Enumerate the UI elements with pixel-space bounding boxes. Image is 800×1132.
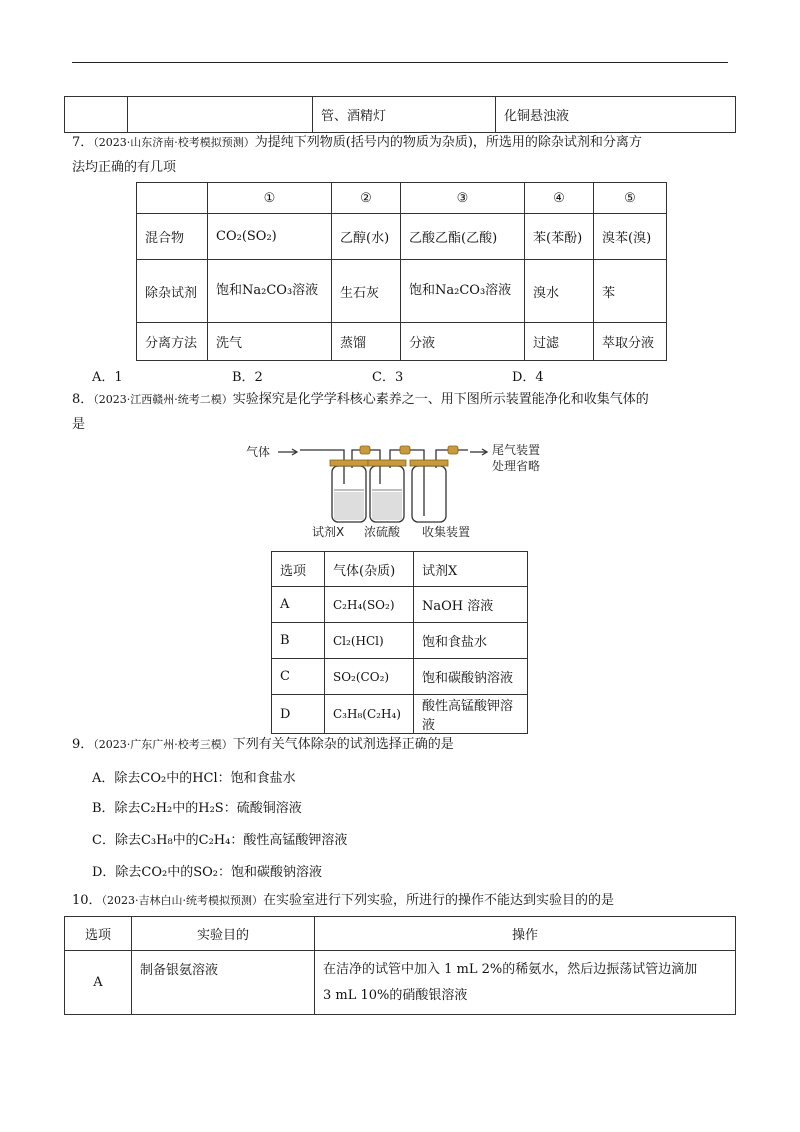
inlet-pipe (300, 450, 344, 484)
collect-label: 收集装置 (422, 525, 471, 539)
q10-operation-line1: 在洁净的试管中加入 1 mL 2%的稀氨水，然后边振荡试管边滴加 (323, 961, 698, 977)
cell: 化铜悬浊液 (496, 97, 736, 133)
q7-cell: 乙酸乙酯(乙酸) (401, 214, 525, 260)
q7-cell: CO₂(SO₂) (208, 214, 332, 260)
q7-option-b: B．2 (232, 370, 263, 385)
q7-cell: 分液 (401, 323, 525, 361)
q8-cell: NaOH 溶液 (414, 587, 528, 623)
q9-option-d: D．除去CO₂中的SO₂：饱和碳酸钠溶液 (92, 865, 323, 880)
apparatus-diagram (240, 432, 580, 544)
q8-cell: 酸性高锰酸钾溶液 (414, 695, 528, 734)
q7-cell: 饱和Na₂CO₃溶液 (208, 260, 332, 323)
q8-cell: A (272, 587, 325, 623)
q9-option-b: B．除去C₂H₂中的H₂S：硫酸铜溶液 (92, 801, 302, 816)
q7-row-label: 混合物 (137, 214, 208, 260)
q7-cell: 苯 (594, 260, 667, 323)
q7-source: （2023·山东济南·校考模拟预测） (93, 136, 255, 149)
q8-cell: B (272, 623, 325, 659)
stopper (410, 460, 448, 466)
q10-header: 实验目的 (132, 917, 315, 951)
q7-cell: 溴苯(溴) (594, 214, 667, 260)
q8-cell: 饱和碳酸钠溶液 (414, 659, 528, 695)
q7-cell: 蒸馏 (332, 323, 401, 361)
q7-stem-line1: 为提纯下列物质(括号内的物质为杂质)，所选用的除杂试剂和分离方 (254, 135, 642, 150)
q9-option-a: A．除去CO₂中的HCl：饱和食盐水 (92, 771, 296, 786)
q9-stem-text: 下列有关气体除杂的试剂选择正确的是 (232, 737, 454, 752)
q9-stem (72, 735, 454, 755)
q7-table (136, 182, 667, 361)
q8-stem-line2: 是 (72, 417, 86, 432)
cell: 管、酒精灯 (313, 97, 496, 133)
q7-cell: 苯(苯酚) (525, 214, 594, 260)
q8-stem (72, 390, 649, 410)
stopper (368, 460, 406, 466)
q9-source: （2023·广东广州·校考三模） (93, 738, 233, 751)
q8-header: 气体(杂质) (325, 552, 414, 587)
q7-cell: 洗气 (208, 323, 332, 361)
hose-joint (360, 446, 370, 454)
q8-cell: Cl₂(HCl) (325, 623, 414, 659)
q10-stem (72, 891, 614, 911)
q7-header: ② (332, 183, 401, 214)
stopper (330, 460, 368, 466)
q10-cell-operation (315, 951, 736, 1015)
hose-joint (400, 446, 410, 454)
cell (128, 97, 313, 133)
q7-number: 7． (72, 135, 94, 150)
q8-cell: D (272, 695, 325, 734)
q7-cell: 生石灰 (332, 260, 401, 323)
q7-cell: 乙醇(水) (332, 214, 401, 260)
q10-number: 10． (72, 893, 102, 908)
q7-cell: 萃取分液 (594, 323, 667, 361)
q7-header: ③ (401, 183, 525, 214)
liquid-acid (372, 492, 402, 520)
q10-cell: 制备银氨溶液 (132, 951, 315, 1015)
q8-table (271, 551, 528, 734)
q8-header: 试剂X (414, 552, 528, 587)
q7-option-d: D．4 (512, 370, 544, 385)
gas-in-label: 气体 (246, 445, 271, 459)
q10-source: （2023·吉林白山·统考模拟预测） (101, 894, 264, 907)
tail-label-2: 处理省略 (492, 459, 541, 473)
tail-label-1: 尾气装置 (492, 443, 541, 457)
q7-header: ④ (525, 183, 594, 214)
q7-cell: 过滤 (525, 323, 594, 361)
bottle-collect (412, 466, 446, 522)
q7-header: ⑤ (594, 183, 667, 214)
q10-stem-text: 在实验室进行下列实验，所进行的操作不能达到实验目的的是 (263, 893, 615, 908)
cell (65, 97, 128, 133)
liquid-reagent-x (334, 492, 364, 520)
q10-header: 选项 (65, 917, 132, 951)
q7-stem-line2: 法均正确的有几项 (72, 160, 177, 175)
q8-source: （2023·江西赣州·统考二模） (93, 393, 233, 406)
q8-header: 选项 (272, 552, 325, 587)
top-continuation-table (64, 96, 736, 133)
q8-number: 8． (72, 392, 94, 407)
q7-stem (72, 133, 642, 153)
q7-header (137, 183, 208, 214)
q10-operation-line2: 3 mL 10%的硝酸银溶液 (323, 987, 468, 1003)
q10-table (64, 916, 736, 1015)
conc-acid-label: 浓硫酸 (364, 525, 401, 539)
q7-row-label: 分离方法 (137, 323, 208, 361)
q8-cell: C (272, 659, 325, 695)
q10-cell: A (65, 951, 132, 1015)
q8-cell: C₃H₈(C₂H₄) (325, 695, 414, 734)
q7-row-label: 除杂试剂 (137, 260, 208, 323)
reagent-x-label: 试剂X (312, 525, 345, 539)
q7-cell: 溴水 (525, 260, 594, 323)
q9-number: 9． (72, 737, 94, 752)
q10-header: 操作 (315, 917, 736, 951)
q8-cell: SO₂(CO₂) (325, 659, 414, 695)
q7-header: ① (208, 183, 332, 214)
q8-cell: 饱和食盐水 (414, 623, 528, 659)
q7-cell: 饱和Na₂CO₃溶液 (401, 260, 525, 323)
hose-joint (448, 446, 458, 454)
q8-stem-line1: 实验探究是化学学科核心素养之一、用下图所示装置能净化和收集气体的 (232, 392, 649, 407)
q9-option-c: C．除去C₃H₈中的C₂H₄：酸性高锰酸钾溶液 (92, 833, 348, 848)
q7-option-a: A．1 (92, 370, 123, 385)
header-rule (72, 62, 728, 63)
q7-option-c: C．3 (372, 370, 404, 385)
q8-cell: C₂H₄(SO₂) (325, 587, 414, 623)
